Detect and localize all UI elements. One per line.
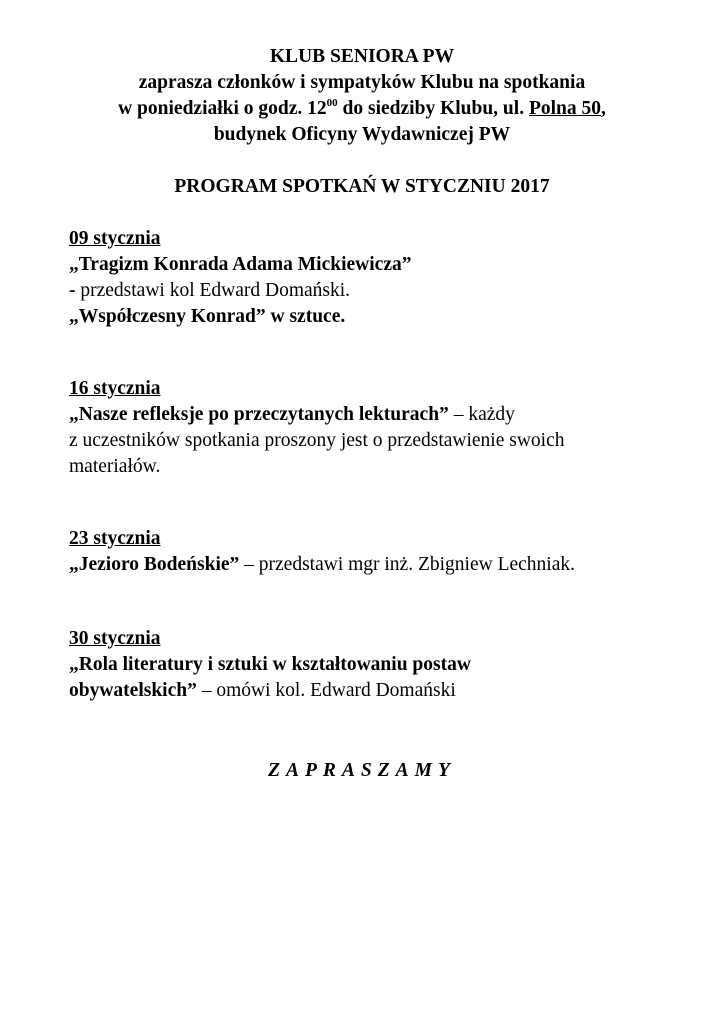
event-title: „Nasze refleksje po przeczytanych lekturach”	[69, 404, 449, 425]
event-title-part: literatury i sztuki w kształtowaniu postaw	[117, 654, 471, 675]
event-extra-topic: „Współczesny Konrad” w sztuce.	[69, 306, 346, 327]
event-dash: -	[69, 280, 76, 301]
event-title-line	[69, 552, 689, 578]
event-title-line	[69, 402, 689, 428]
street-address: Polna 50	[528, 98, 602, 119]
event-title-part: „Rola	[69, 654, 118, 675]
event-description-line: materiałów.	[69, 456, 161, 477]
event-presenter-line	[69, 278, 689, 304]
event-jan-30	[69, 626, 689, 704]
event-date: 23 stycznia	[69, 528, 161, 549]
event-description-line: z uczestników spotkania proszony jest o przedstawienie swoich	[69, 430, 565, 451]
event-title: „Jezioro Bodeńskie”	[69, 554, 240, 575]
event-jan-23	[69, 526, 689, 578]
event-title-line	[69, 678, 689, 704]
closing-invitation: ZAPRASZAMY	[268, 760, 456, 781]
event-date: 16 stycznia	[69, 378, 161, 399]
building-line: budynek Oficyny Wydawniczej PW	[213, 124, 511, 145]
address-comma: ,	[601, 98, 606, 119]
event-presenter: – przedstawi mgr inż. Zbigniew Lechniak.	[239, 554, 575, 575]
meeting-time-text: w poniedziałki o godz. 12	[118, 98, 327, 119]
event-presenter: przedstawi kol Edward Domański.	[75, 280, 351, 301]
event-title-line	[69, 652, 689, 678]
address-text: do siedziby Klubu, ul.	[337, 98, 529, 119]
club-name: KLUB SENIORA PW	[269, 46, 455, 67]
event-date: 09 stycznia	[69, 228, 161, 249]
invitation-line: zaprasza członków i sympatyków Klubu na spotkania	[138, 72, 586, 93]
invitation-header	[0, 44, 724, 148]
meeting-time-line	[0, 96, 724, 122]
event-presenter: – omówi kol. Edward Domański	[196, 680, 456, 701]
event-date: 30 stycznia	[69, 628, 161, 649]
meeting-time-minutes: 00	[326, 97, 338, 109]
event-title-end: obywatelskich”	[69, 680, 197, 701]
program-title: PROGRAM SPOTKAŃ W STYCZNIU 2017	[174, 176, 550, 197]
event-jan-16	[69, 376, 689, 480]
event-jan-09	[69, 226, 689, 330]
event-title: „Tragizm Konrada Adama Mickiewicza”	[69, 254, 412, 275]
event-description: – każdy	[448, 404, 515, 425]
